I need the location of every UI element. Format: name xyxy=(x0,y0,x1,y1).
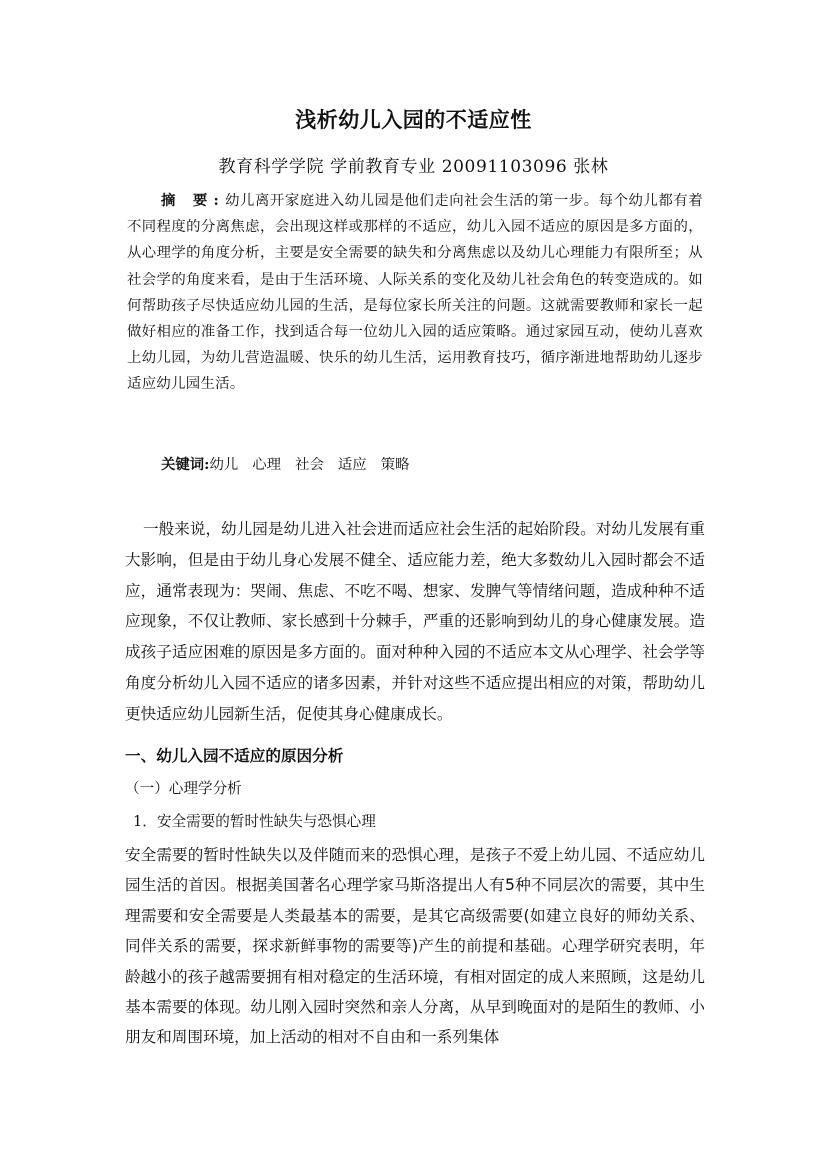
keywords-label: 关键词: xyxy=(161,456,210,473)
author-line: 教育科学学院 学前教育专业 20091103096 张林 xyxy=(218,157,609,177)
abstract-label: 摘 要: xyxy=(161,192,225,209)
abstract-text: 幼儿离开家庭进入幼儿园是他们走向社会生活的第一步。每个幼儿都有着不同程度的分离焦虑，会出现这样或那样的不适应，幼儿入园不适应的原因是多方面的，从心理学的角度分析，主要是安全需要的缺失和分离焦虑以及幼儿心理能力有限所至；从社会学的角度来看，是由于生活环境、人际关系的变化及幼儿社会角色的转变造成的。如何帮助孩子尽快适应幼儿园的生活，是每位家长所关注的问题。这就需要教师和家长一起做好相应的准备工作，找到适合每一位幼儿入园的适应策略。通过家园互动，使幼儿喜欢上幼儿园，为幼儿营造温暖、快乐的幼儿生活，运用教育技巧，循序渐进地帮助幼儿逐步适应幼儿园生活。 xyxy=(127,193,703,393)
section-heading: 一、幼儿入园不适应的原因分析 xyxy=(125,747,344,765)
keyword-item: 社会 xyxy=(295,457,324,473)
body-paragraph: 安全需要的暂时性缺失以及伴随而来的恐惧心理，是孩子不爱上幼儿园、不适应幼儿园生活的首因。根据美国著名心理学家马斯洛提出人有5种不同层次的需要，其中生理需要和安全需要是人类最基本的需要，是其它高级需要(如建立良好的师幼关系、同伴关系的需要，探求新鲜事物的需要等)产生的前提和基础。心理学研究表明，年龄越小的孩子越需要拥有相对稳定的生活环境，有相对固定的成人来照顾，这是幼儿基本需要的体现。幼儿刚入园时突然和亲人分离，从早到晚面对的是陌生的教师、小朋友和周围环境，加上活动的相对不自由和一系列集体 xyxy=(125,846,705,1047)
keyword-item: 心理 xyxy=(252,457,282,473)
subsection-heading: （一）心理学分析 xyxy=(125,780,242,797)
paper-title: 浅析幼儿入园的不适应性 xyxy=(295,108,532,132)
intro-paragraph: 一般来说，幼儿园是幼儿进入社会进而适应社会生活的起始阶段。对幼儿发展有重大影响，但是由于幼儿身心发展不健全、适应能力差，绝大多数幼儿入园时都会不适应，通常表现为：哭闹、焦虑、不吃不喝、想家、发脾气等情绪问题，造成种种不适应现象，不仅让教师、家长感到十分棘手，严重的还影响到幼儿的身心健康发展。造成孩子适应困难的原因是多方面的。面对种种入园的不适应本文从心理学、社会学等角度分析幼儿入园不适应的诸多因素，并针对这些不适应提出相应的对策，帮助幼儿更快适应幼儿园新生活，促使其身心健康成长。 xyxy=(125,520,705,723)
abstract xyxy=(127,188,703,398)
item-heading: 1．安全需要的暂时性缺失与恐惧心理 xyxy=(133,813,376,830)
keywords xyxy=(161,452,423,478)
keyword-item: 策略 xyxy=(380,457,410,473)
keyword-item: 适应 xyxy=(337,457,367,473)
keyword-item: 幼儿 xyxy=(209,457,239,473)
